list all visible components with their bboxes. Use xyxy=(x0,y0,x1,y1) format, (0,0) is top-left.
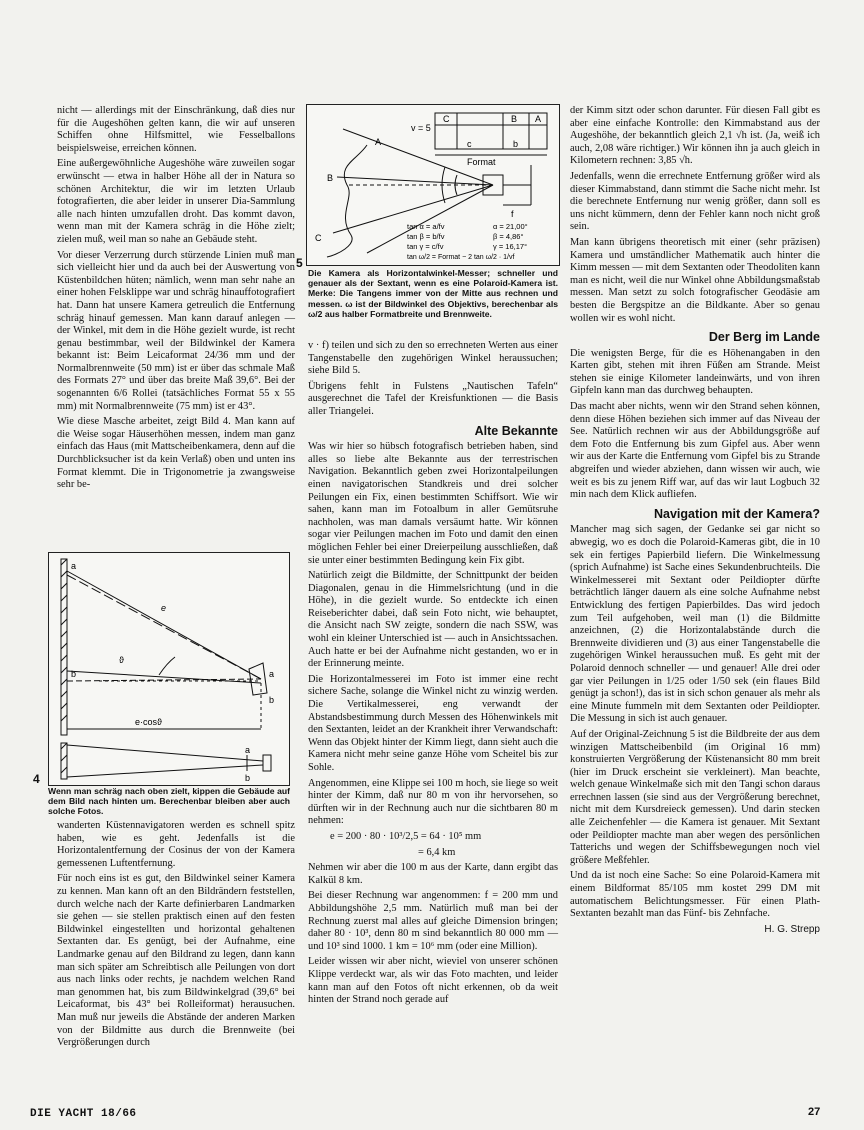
paragraph: Jedenfalls, wenn die errechnete Entfernung größer wird als dieser Kimmabstand, dann stimmt die Sache nicht mehr. Ist die berechnete Entfernung nur wenig größer, dann soll es uns nicht kümmern, denn der Fehler kann noch nicht groß sein. xyxy=(570,170,820,233)
column-1-continued xyxy=(57,820,295,1053)
eq-gamma: tan γ = c/fv xyxy=(407,242,444,251)
figure-5 xyxy=(306,104,560,266)
paragraph: Natürlich zeigt die Bildmitte, der Schnittpunkt der beiden Diagonalen, genau in die Himmelsrichtung (und in die Höhe), in die gezielt wurde. So entdeckte ich einen Reiseberichter dabei, daß sein Foto nicht, wie behauptet, die Ansicht nach SW zeigte, sondern die nach SSW, was wohl ein kleiner Unterschied ist — auch in Ansichtssachen. Auch hatte er bei der Aufnahme nicht gestanden, wo er in der Erinnerung meinte. xyxy=(308,570,558,670)
column-2 xyxy=(308,340,558,1010)
paragraph: der Kimm sitzt oder schon darunter. Für diesen Fall gibt es aber eine einfache Kontrolle: den Kimmabstand aus der Augeshöhe, der bekanntlich gleich 2,1 √h ist. (Ja, weiß ich auch, 2,08 wäre richtiger.) Wir können ihn ja auch gleich in Kilometern rechnen: 3,85 √h. xyxy=(570,105,820,167)
res-beta: β = 4,86° xyxy=(493,232,524,241)
paragraph: Leider wissen wir aber nicht, wieviel von unserer schönen Klippe verdeckt war, als wir das Foto machten, und leider kann man auf den Fotos oft nicht erkennen, ob da weit hinten der Strand noch gerade auf xyxy=(308,956,558,1006)
figure-4 xyxy=(48,552,290,786)
eq-beta: tan β = b/fv xyxy=(407,232,445,241)
label-c: c xyxy=(467,139,472,149)
paragraph: Was wir hier so hübsch fotografisch betrieben haben, sind alles so liebe alte Bekannte aus der terrestrischen Navigation. Bekanntlich geben zwei Horizontalpeilungen einen navigatorischen Standkreis und drei solcher Peilungen ein Fix, einen bestimmten Schiffsort. Wie wir sahen, kann man im Fotoalbum in aller Gemütsruhe nachholen, was man damals versäumt hatte. Wir können sogar vier Peilungen machen im Foto und damit den einen möglichen Fehler bei einer Dreierpeilung ausschließen, daß sie unter einer bestimmten Bedingung kein Fix gibt. xyxy=(308,441,558,566)
res-alpha: α = 21,00° xyxy=(493,222,528,231)
label-f: f xyxy=(511,209,514,219)
label-B-top: B xyxy=(511,114,518,124)
paragraph: Das macht aber nichts, wenn wir den Strand sehen können, denn diese Höhen beziehen sich immer auf das Niveau der See. Natürlich rechnen wir aus der Abbildungsgröße auf dem Foto die Entfernung bis zum Gipfel aus. Aber wenn wir aus der Karte die Entfernung vom Gipfel bis zu Strande abgreifen und wieder abziehen, dann wissen wir auch, wie weit es bis zu jenem Riff war, auf das wir laut Logbuch 32 min nach dem Klick aufliefen. xyxy=(570,401,820,501)
paragraph: Für noch eins ist es gut, den Bildwinkel seiner Kamera zu kennen. Man kann oft an den Bildrändern feststellen, durch welche nach der Karte definierbaren Landmarken sie gehen — sie stellen praktisch einen auf den festen Bildwinkel eingestellten und horizontal gehaltenen Sextanten dar. Es genügt, bei der Aufnahme, eine Landmarke genau auf den Bildrand zu legen, dann kann man sich später am Schreibtisch alle Peilungen von dort aus nach links oder rechts, je nachdem welchen Rand man genommen hat, bis zum Bildwinkelgrad (39,6° bei Leicaformat, bis 43° bei Rolleiformat) herausuchen. Man muß nur jeweils die Abstände der anderen Marken von der Bildmitte aus durch die Brennweite (bei Vergrößerungen durch xyxy=(57,873,295,1049)
paragraph: Angenommen, eine Klippe sei 100 m hoch, sie liege so weit hinter der Kimm, daß nur 80 m von ihr hervorsehen, so dürften wir in der Rechnung auch nur die sichtbaren 80 m nehmen: xyxy=(308,777,558,827)
paragraph: Nehmen wir aber die 100 m aus der Karte, dann ergibt das Kalkül 8 km. xyxy=(308,862,558,886)
label-ecos: e·cosϑ xyxy=(135,717,162,727)
figure-4-number: 4 xyxy=(33,772,40,786)
label-b-right: b xyxy=(269,695,275,705)
label-b-bottom: b xyxy=(245,773,251,783)
column-3 xyxy=(570,105,820,936)
formula-line-2: = 6,4 km xyxy=(418,846,456,858)
figure-4-diagram xyxy=(49,553,289,785)
figure-4-caption: Wenn man schräg nach oben zielt, kippen die Gebäude auf dem Bild nach hinten um. Berechenbar bleiben aber auch solche Fotos. xyxy=(48,786,290,817)
page-number: 27 xyxy=(808,1106,821,1118)
column-1 xyxy=(57,105,295,495)
formula-line-1: e = 200 · 80 · 10³/2,5 = 64 · 10⁵ mm xyxy=(330,830,482,842)
section-heading-berg: Der Berg im Lande xyxy=(708,330,820,345)
label-C-top: C xyxy=(443,114,450,124)
label-B: B xyxy=(327,173,334,183)
paragraph: Wie diese Masche arbeitet, zeigt Bild 4. Man kann auf die Weise sogar Häuserhöhen messen, indem man ganz einfach das Haus (mit Mattscheibenkamera, denn auf die Durchblicksucher ist da kein Verlaß) oben und unten ins Format klemmt. Die in Trigonometrie ja zwangsweise sehr be- xyxy=(57,416,295,491)
paragraph: Übrigens fehlt in Fulstens „Nautischen Tafeln“ ausgerechnet die Tafel der Kreisfunktionen — die Basis aller Triangelei. xyxy=(308,380,558,417)
label-theta: ϑ xyxy=(119,655,124,665)
paragraph: Die wenigsten Berge, für die es Höhenangaben in den Karten gibt, stehen mit ihren Füßen am Strande. Meist stehen sie einige Kilometer landeinwärts, und von ihren Gipfeln kann man das durchweg behaupten. xyxy=(570,347,820,397)
paragraph: Mancher mag sich sagen, der Gedanke sei gar nicht so abwegig, wo es doch die Polaroid-Kameras gibt, die in 10 sek ein fertiges Papierbild liefern. Die Winkelmessung (sprich Aufnahme) ist Sache eines Sekundenbruchteils. Die Winkelmesserei mit Sextant oder Peildiopter dürfte beträchtlich länger dauern als eine solche Aufnahme nebst Entwicklung des fertigen Papierbildes. Das wird jedoch zum Teil aufgehoben, weil man (1) die Bildmitte anzeichnen, (2) die Horizontalabstände durch die Brennweite dividieren und (3) aus einer Tangenstabelle die zugehörigen Winkel heraussuchen muß. Es geht mit der Polaroid dennoch schneller — und genauer! Alle drei oder gar vier Peilungen in 1/25 oder 1/50 sek (ein flaues Bild genügt ja schon!), das ist in sich schon genauer als mehr als eine Minute fummeln mit dem Sextanten oder Peildiopter. Die Messung in sich ist auch genauer. xyxy=(570,524,820,725)
section-heading-navigation: Navigation mit der Kamera? xyxy=(653,506,820,521)
eq-alpha: tan α = a/fv xyxy=(407,222,445,231)
paragraph: Man kann übrigens theoretisch mit einer (sehr präzisen) Kamera und umständlicher Mathematik auch hinter die Kimm messen — mit dem Sextanten oder Theodoliten kann man es nicht, weil die nur Winkel ohne Abbildungsmaßstab messen. Man setzt zu solch fotografischer Geodäsie am besten die Bergspitze an die Bildkante. Aber so genau wollen wir es wohl nicht. xyxy=(570,236,820,324)
paragraph: Vor dieser Verzerrung durch stürzende Linien muß man sich vielleicht hier und da auch bei der Auswertung von Küstenbildchen hüten; nämlich, wenn man sehr nahe an einer hohen Felsklippe war und schräg hinauffotografiert hat. Dann hat unsere Kamera getreulich die Entfernung schräg hinauf gemessen. Man kann darauf anlegen — der Winkel, mit dem in die Höhe gezielt wurde, ist recht genau bestimmbar, weil der Bildwinkel der Kamera bekannt ist: Beim Leicaformat 24/36 mm und der Normalbrennweite (50 mm) ist er über das schmale Maß des Formats 27° und über das breite Maß 39,6°. Bei der sogenannten 6/6 Rollei (tatsächliches Format 55 x 55 mm) mit Normalbrennweite (75 mm) ist er 43°. xyxy=(57,249,295,412)
label-a-right: a xyxy=(269,669,275,679)
paragraph: wanderten Küstennavigatoren werden es schnell spitz haben, wie es geht. Jedenfalls ist die Horizontalentfernung der Cosinus der von der Kamera gemessenen Luftentfernung. xyxy=(57,820,295,869)
paragraph: nicht — allerdings mit der Einschränkung, daß dies nur für die Augeshöhen gelten kann, die wir auf unseren Schiffen ohne Hilfsmittel, wie Fesselballons beispielsweise, erreichen können. xyxy=(57,105,295,154)
figure-5-number: 5 xyxy=(296,256,303,270)
label-C: C xyxy=(315,233,322,243)
label-format: Format xyxy=(467,157,496,167)
label-e: e xyxy=(161,603,167,613)
paragraph: Eine außergewöhnliche Augeshöhe wäre zuweilen sogar erwünscht — etwa in halber Höhe all der in Natura so schönen Architektur, die wir im letzten Urlaub fotografierten, die aber leider in unserer Dia-Sammlung alle nach hinten umzufallen droht. Das kommt davon, wenn man mit der Kamera schräg in die Höhe zielt; zielen muß, weil man so nahe an Gebäude steht. xyxy=(57,158,295,245)
label-A-top: A xyxy=(535,114,542,124)
label-v5: v = 5 xyxy=(411,123,431,133)
paragraph: Auf der Original-Zeichnung 5 ist die Bildbreite der aus dem winzigen Mattscheibenbild (im Original 16 mm) konstruierten Vergrößerung der Küstenansicht 80 mm breit (hier im Druck erscheint sie verkleinert). Man beachte, welch genaue Winkelmaße sich mit den Tangi schon daraus errechnen lassen (sie sind aus der Vergrößerung berechnet, nicht mit dem Kursdreieck gemessen). Und darin stecken alle Zeichenfehler — die Kamera ist genauer. Mit Sextant oder Peildiopter machte man aber wegen des persönlichen Tatterichs und wegen der Schiffsbewegungen noch viel größere Meßfehler. xyxy=(570,728,820,866)
label-b: b xyxy=(71,669,77,679)
magazine-footer: DIE YACHT 18/66 xyxy=(30,1108,137,1120)
label-A: A xyxy=(375,137,382,147)
paragraph: v · f) teilen und sich zu den so errechneten Werten aus einer Tangenstabelle den zugehörigen Winkel heraussuchen; siehe Bild 5. xyxy=(308,340,558,377)
figure-5-caption: Die Kamera als Horizontalwinkel-Messer; schneller und genauer als der Sextant, wenn es eine Polaroid-Kamera ist. Merke: Die Tangens immer von der Mitte aus rechnen und messen. ω ist der Bildwinkel des Objektivs, berechenbar als ω/2 aus halber Formatbreite und Brennweite. xyxy=(308,268,558,319)
label-a-bottom: a xyxy=(245,745,251,755)
section-heading-alte-bekannte: Alte Bekannte xyxy=(474,423,558,438)
label-a: a xyxy=(71,561,77,571)
author-signature: H. G. Strepp xyxy=(764,923,820,935)
paragraph: Und da ist noch eine Sache: So eine Polaroid-Kamera mit einem Bildformat 85/105 mm kostet 299 DM mit automatischem Belichtungsmesser. Für einen Plath-Sextanten bezahlt man das Fünf- bis Zehnfache. xyxy=(570,870,820,920)
label-b: b xyxy=(513,139,519,149)
paragraph: Die Horizontalmesserei im Foto ist immer eine recht sichere Sache, solange die Winkel nicht zu winzig werden. Die Vertikalmesserei, eng verwandt der Abstandsbestimmung durch Messen des Höhenwinkels mit den Sextanten, leidet an der Krankheit ihrer Verwandschaft: Wenn das Objekt hinter der Kimm liegt, dann sieht auch die Kamera nicht mehr seine ganze Höhe vom Scheitel bis zur Sohle. xyxy=(308,673,558,773)
res-gamma: γ = 16,17° xyxy=(493,242,528,251)
eq-omega: tan ω/2 = Format − 2 tan ω/2 · 1/vf xyxy=(407,254,515,261)
figure-5-diagram xyxy=(307,105,559,265)
paragraph: Bei dieser Rechnung war angenommen: f = 200 mm und Abbildungshöhe 2,5 mm. Natürlich muß man bei der Rechnung zuerst mal alles auf gleiche Dimension bringen; daher 80 · 10³, denn 80 m sind bekanntlich 80 000 mm — und 10³ sind 1000. 1 km = 10⁶ mm (oder eine Million). xyxy=(308,890,558,952)
